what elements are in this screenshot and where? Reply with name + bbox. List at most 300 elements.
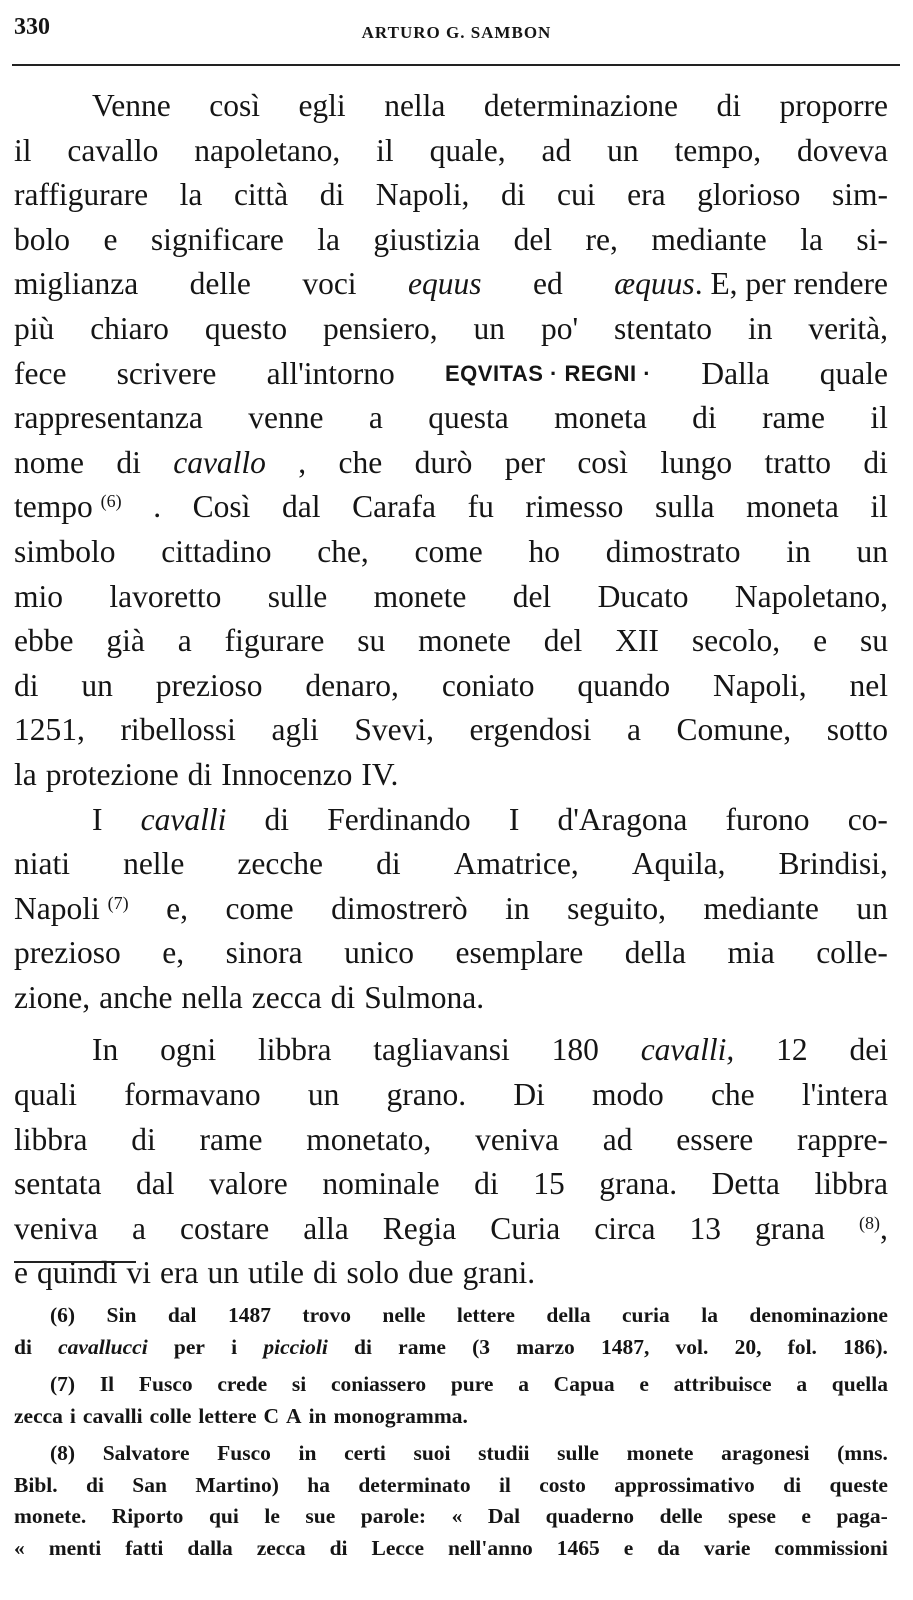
word: circa	[594, 1210, 656, 1246]
word: il	[376, 132, 394, 168]
footnote-line	[14, 1401, 888, 1433]
word: Detta	[711, 1166, 780, 1202]
word: 1251,	[14, 712, 85, 748]
word: mio	[14, 578, 64, 614]
text-word: Napoli	[14, 890, 100, 926]
word: mediante	[703, 890, 819, 926]
text-line	[14, 129, 888, 174]
word: 20,	[734, 1334, 762, 1359]
word: Carafa	[352, 489, 437, 525]
word: approssimativo	[614, 1472, 755, 1497]
word: durò	[414, 444, 473, 480]
text-line	[14, 1028, 888, 1073]
text-word: di	[14, 1334, 32, 1359]
word: In	[92, 1032, 119, 1068]
word: modo	[592, 1077, 664, 1113]
word: sinora	[225, 935, 303, 971]
word: coniassero	[330, 1372, 427, 1396]
word: il	[14, 132, 32, 168]
word: 12	[776, 1032, 808, 1068]
word: dal	[282, 489, 321, 525]
word: nel	[849, 667, 888, 703]
word: su	[357, 623, 386, 659]
word: miglianza	[14, 266, 139, 302]
word: determinazione	[483, 88, 679, 123]
italic-word: equus	[408, 266, 482, 302]
word: all'intorno	[266, 355, 395, 391]
word: che	[710, 1077, 755, 1113]
word: delle	[659, 1504, 703, 1528]
word: valore	[209, 1166, 288, 1202]
word: nell'anno	[447, 1535, 533, 1560]
word: grana	[755, 1210, 825, 1246]
word: nome	[14, 444, 84, 480]
word: delle	[189, 266, 251, 302]
word: varie	[703, 1535, 751, 1560]
word: a	[626, 712, 641, 748]
word: la	[701, 1303, 718, 1327]
word: un	[856, 533, 888, 569]
footnote-ref-6: (6)	[100, 491, 122, 512]
word: Venne	[92, 88, 171, 123]
word: protezione	[45, 756, 179, 792]
word: e,	[166, 890, 188, 926]
word: rame	[398, 1334, 446, 1359]
word: ribellossi	[120, 712, 236, 748]
word: ad	[602, 1121, 633, 1157]
word: della	[546, 1303, 591, 1327]
word: colle	[149, 1403, 192, 1428]
word: vol.	[675, 1334, 709, 1359]
word: che	[338, 444, 383, 480]
word: «	[14, 1535, 25, 1560]
word: e	[103, 221, 118, 257]
word: grano.	[386, 1077, 467, 1113]
footnote-line	[14, 1369, 888, 1401]
word: (mns.	[837, 1441, 888, 1465]
word: città	[233, 177, 289, 213]
word: fatti	[125, 1535, 164, 1560]
word: Napoli,	[375, 177, 470, 213]
text-line	[14, 218, 888, 263]
word: di	[329, 1535, 348, 1560]
word: di	[474, 1166, 499, 1202]
word: era	[627, 177, 666, 213]
text-line	[14, 84, 888, 129]
word: di	[85, 1472, 104, 1497]
footnote-line	[14, 1332, 888, 1364]
word: ergendosi	[469, 712, 592, 748]
word: vi	[126, 1255, 152, 1291]
word: era	[160, 1255, 199, 1291]
word: Salvatore	[102, 1441, 190, 1465]
word: Martino)	[195, 1472, 279, 1497]
word: nominale	[322, 1166, 440, 1202]
word: rimesso	[525, 489, 624, 525]
word: ebbe	[14, 623, 74, 659]
word: commissioni	[774, 1535, 888, 1560]
word: più	[14, 310, 55, 346]
text-segment: ,	[880, 1210, 888, 1246]
footnote-rule	[14, 1261, 136, 1263]
word: spese	[728, 1504, 776, 1528]
word: 1465	[556, 1535, 600, 1560]
word: verità,	[808, 310, 888, 346]
word: monetato,	[306, 1121, 432, 1157]
word: il	[498, 1472, 511, 1497]
word: significare	[150, 221, 284, 257]
word: di	[863, 444, 888, 480]
word: si	[291, 1372, 307, 1396]
word: cavalli	[82, 1403, 143, 1428]
word: crede	[217, 1372, 268, 1396]
word: libbra	[14, 1121, 88, 1157]
word: rappresentanza	[14, 400, 203, 436]
word: come	[225, 890, 294, 926]
italic-word: æquus	[614, 266, 695, 302]
word: di	[312, 1255, 338, 1291]
word: a	[368, 400, 383, 436]
text-word: ed	[532, 266, 563, 302]
header-rule	[12, 64, 900, 66]
word: veniva	[475, 1121, 560, 1157]
word: re,	[585, 221, 618, 257]
word: in	[786, 533, 811, 569]
word: napoletano,	[194, 132, 341, 168]
word: curia	[622, 1303, 670, 1327]
word: nella	[181, 979, 243, 1015]
word: dei	[849, 1032, 888, 1068]
word: Amatrice,	[453, 846, 579, 882]
word: per	[504, 444, 545, 480]
italic-word: cavallucci	[58, 1334, 148, 1359]
word: ha	[307, 1472, 330, 1497]
word: monete	[373, 578, 467, 614]
word: quando	[577, 667, 671, 703]
word: sentata	[14, 1166, 102, 1202]
word: doveva	[797, 132, 888, 168]
text-word: tempo	[14, 489, 93, 525]
word: cui	[557, 177, 596, 213]
word: Lecce	[371, 1535, 424, 1560]
text-line	[14, 619, 888, 664]
word: così	[209, 88, 260, 123]
word: menti	[48, 1535, 102, 1560]
word: attribuisce	[673, 1372, 772, 1396]
coin-legend: EQVITAS · REGNI ·	[444, 360, 652, 386]
word: aragonesi	[721, 1441, 810, 1465]
word: nella	[384, 88, 446, 123]
word: monete	[626, 1441, 694, 1465]
word: si-	[856, 221, 888, 257]
italic-word: cavallo	[173, 444, 266, 480]
word: il	[870, 489, 888, 525]
word: I	[508, 801, 520, 837]
word: tagliavansi	[373, 1032, 510, 1068]
word: la	[317, 221, 340, 257]
word: denaro,	[305, 667, 399, 703]
word: Aquila,	[631, 846, 726, 882]
word: sim-	[831, 177, 888, 213]
word: San	[132, 1472, 167, 1497]
word: po'	[540, 310, 579, 346]
word: quale,	[429, 132, 506, 168]
word: Sulmona.	[364, 979, 485, 1015]
word: 1487,	[600, 1334, 650, 1359]
word: la	[800, 221, 823, 257]
word: zione,	[14, 979, 91, 1015]
word: C	[263, 1403, 280, 1428]
word: un	[473, 310, 506, 346]
word: grani.	[462, 1255, 536, 1291]
word: Dal	[487, 1504, 521, 1528]
word: Di	[513, 1077, 545, 1113]
word: coniato	[441, 667, 535, 703]
word: sulle	[267, 578, 328, 614]
word: niati	[14, 846, 70, 882]
word: moneta	[746, 489, 839, 525]
word: mediante	[651, 221, 767, 257]
text-line	[14, 976, 888, 1021]
word: ad	[541, 132, 572, 168]
text-line	[14, 753, 888, 798]
word: 1487	[227, 1303, 271, 1327]
word: lungo	[660, 444, 733, 480]
word: questo	[204, 310, 288, 346]
word: dal	[167, 1303, 197, 1327]
word: della	[624, 935, 686, 971]
italic-word: cavalli,	[640, 1032, 735, 1068]
word: d'Aragona	[557, 801, 688, 837]
text-line	[14, 396, 888, 441]
footnote-line	[14, 1533, 888, 1565]
word: suoi	[413, 1441, 451, 1465]
word: e	[813, 623, 828, 659]
word: monete	[418, 623, 511, 659]
word: ogni	[160, 1032, 217, 1068]
text-line	[14, 262, 888, 307]
footnote-line	[14, 1300, 888, 1332]
word: mia	[727, 935, 775, 971]
text-line	[14, 1251, 888, 1296]
word: Svevi,	[354, 712, 434, 748]
main-text	[14, 84, 888, 1296]
word: a	[518, 1372, 529, 1396]
word: di	[187, 756, 213, 792]
word: quali	[14, 1077, 77, 1113]
word: essere	[676, 1121, 754, 1157]
text-word: I	[92, 801, 103, 837]
text-line	[14, 708, 888, 753]
word: monete.	[14, 1504, 87, 1528]
word: chiaro	[90, 310, 169, 346]
word: del	[543, 623, 583, 659]
word: .	[153, 489, 162, 525]
word: in	[298, 1441, 317, 1465]
word: Brindisi,	[778, 846, 888, 882]
word: dal	[136, 1166, 175, 1202]
word: Così	[192, 489, 251, 525]
word: prezioso	[155, 667, 263, 703]
word: Riporto	[111, 1504, 184, 1528]
word: co-	[847, 801, 888, 837]
word: certi	[344, 1441, 386, 1465]
word: Fusco	[138, 1372, 193, 1396]
word: dalla	[187, 1535, 233, 1560]
word: agli	[271, 712, 319, 748]
text-line	[14, 798, 888, 843]
text-line	[14, 173, 888, 218]
text-line	[14, 842, 888, 887]
page-header	[12, 8, 901, 54]
word: bolo	[14, 221, 71, 257]
word: costo	[539, 1472, 586, 1497]
word: voci	[302, 266, 357, 302]
word: tratto	[764, 444, 832, 480]
word: dimostrato	[605, 533, 741, 569]
word: i	[231, 1334, 238, 1359]
text-line	[14, 530, 888, 575]
word: a	[132, 1210, 146, 1246]
word: quale	[819, 355, 888, 391]
word: e	[639, 1372, 649, 1396]
word: un	[607, 132, 639, 168]
word: venne	[248, 400, 324, 436]
word: studii	[478, 1441, 530, 1465]
word: rappre-	[796, 1121, 888, 1157]
word: di	[14, 667, 39, 703]
word: stentato	[614, 310, 713, 346]
word: zecca	[14, 1403, 63, 1428]
text-line	[14, 575, 888, 620]
word: alla	[303, 1210, 349, 1246]
text-line	[14, 1207, 888, 1252]
word: di	[330, 979, 356, 1015]
word: simbolo	[14, 533, 116, 569]
word: rame	[199, 1121, 263, 1157]
word: furono	[725, 801, 810, 837]
word: 13	[689, 1210, 721, 1246]
word: moneta	[554, 400, 647, 436]
word: colle-	[816, 935, 888, 971]
word: (6)	[50, 1303, 76, 1327]
word: a	[796, 1372, 808, 1396]
text-line	[14, 1162, 888, 1207]
word: quella	[831, 1372, 888, 1396]
text-line	[14, 1073, 888, 1118]
word: parole:	[360, 1504, 427, 1528]
text-line	[14, 352, 888, 397]
text-line	[14, 931, 888, 976]
word: proporre	[779, 88, 888, 123]
text-line	[14, 1118, 888, 1163]
word: di	[716, 88, 742, 123]
word: seguito,	[567, 890, 666, 926]
word: del	[512, 578, 552, 614]
text-line	[14, 664, 888, 709]
word: denominazione	[749, 1303, 888, 1327]
italic-word: cavalli	[140, 801, 227, 837]
footnote-line	[14, 1438, 888, 1470]
word: di	[783, 1472, 802, 1497]
word: Il	[99, 1372, 115, 1396]
word: già	[106, 623, 145, 659]
word: Innocenzo	[221, 756, 353, 792]
word: di	[319, 177, 345, 213]
word: fu	[467, 489, 494, 525]
running-head: ARTURO G. SAMBON	[361, 23, 552, 42]
italic-word: piccioli	[263, 1334, 328, 1359]
word: egli	[298, 88, 346, 123]
word: «	[451, 1504, 463, 1528]
word: in	[747, 310, 773, 346]
word: trovo	[302, 1303, 351, 1327]
word: di	[692, 400, 717, 436]
word: figurare	[224, 623, 325, 659]
word: sulle	[557, 1441, 599, 1465]
word: 186).	[843, 1334, 888, 1359]
text-line	[14, 307, 888, 352]
word: grana.	[599, 1166, 678, 1202]
word: di	[264, 801, 290, 837]
word: lettere	[456, 1303, 515, 1327]
word: la	[179, 177, 203, 213]
word: un	[307, 1077, 340, 1113]
page-number: 330	[14, 14, 50, 40]
word: l'intera	[801, 1077, 888, 1113]
text-line	[14, 441, 888, 486]
word: Fusco	[217, 1441, 271, 1465]
word: zecche	[237, 846, 324, 882]
word: paga-	[836, 1504, 888, 1528]
word: Napoli,	[713, 667, 807, 703]
text-segment: . E, per rendere	[694, 266, 888, 302]
word: marzo	[516, 1334, 575, 1359]
word: ,	[298, 444, 307, 480]
word: fol.	[787, 1334, 817, 1359]
word: la	[14, 756, 37, 792]
word: questa	[428, 400, 509, 436]
word: quaderno	[545, 1504, 635, 1528]
word: nelle	[382, 1303, 426, 1327]
word: e	[14, 1255, 28, 1291]
word: zecca	[251, 979, 322, 1015]
word: Ferdinando	[327, 801, 471, 837]
word: cittadino	[161, 533, 272, 569]
word: anche	[99, 979, 173, 1015]
word: in	[505, 890, 530, 926]
word: e	[801, 1504, 811, 1528]
word: prezioso	[14, 935, 121, 971]
text-line	[14, 887, 888, 932]
word: veniva	[14, 1210, 98, 1246]
word: 15	[533, 1166, 565, 1202]
word: tempo,	[674, 132, 762, 168]
word: formavano	[124, 1077, 261, 1113]
word: di	[116, 444, 141, 480]
word: come	[414, 533, 483, 569]
word: sulla	[655, 489, 715, 525]
footnotes	[14, 1300, 888, 1564]
word: zecca	[256, 1535, 306, 1560]
word: di	[354, 1334, 372, 1359]
word: il	[870, 400, 888, 436]
word: monogramma.	[333, 1403, 468, 1428]
word: XII	[615, 623, 659, 659]
word: e,	[162, 935, 185, 971]
word: costare	[180, 1210, 270, 1246]
word: rame	[762, 400, 826, 436]
